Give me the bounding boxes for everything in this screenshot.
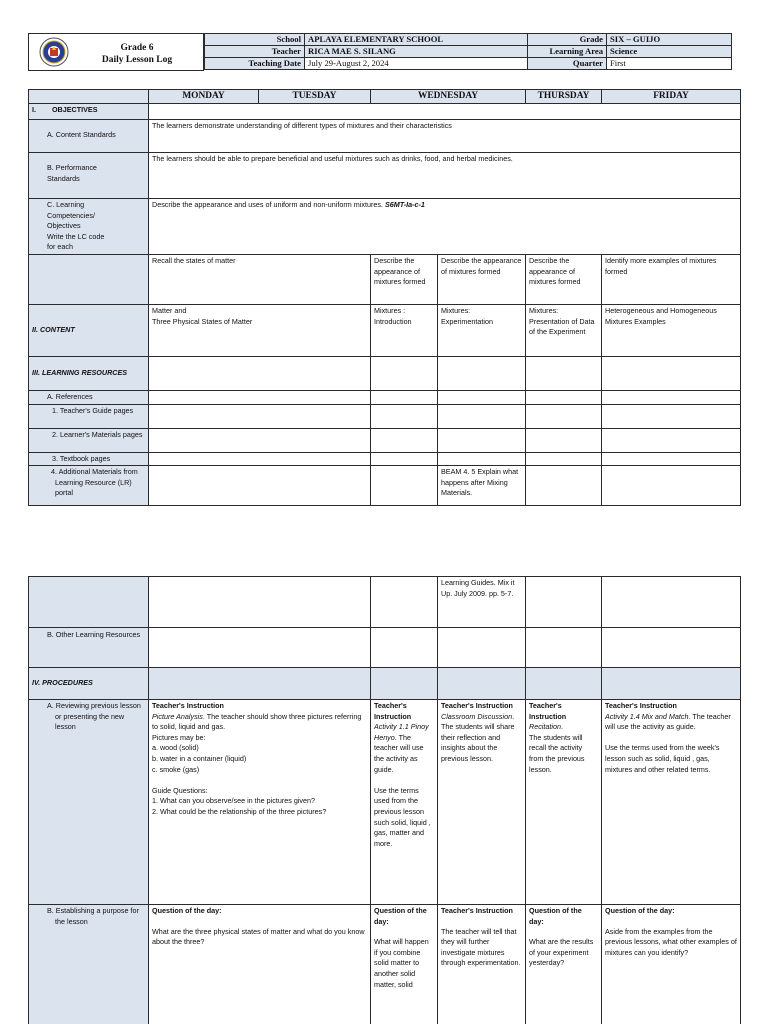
empty-cell [526,466,602,506]
procedures-blank [438,668,526,700]
day-header-friday: FRIDAY [602,90,741,104]
empty-cell [438,452,526,466]
procedure-b-monday-text: What are the three physical states of matter and what do you know about the three? [152,926,365,947]
empty-cell [149,577,371,628]
teacher-instruction-heading: Teacher's Instruction [374,701,412,721]
procedure-a-label: A. Reviewing previous lesson or presenting the new lesson [29,700,149,905]
day-header-monday: MONDAY [149,90,259,103]
lesson-log-table [28,89,741,506]
procedure-b-wednesday-text: The teacher will tell that they will further investigate mixtures through experimentation. [441,926,521,968]
procedures-blank [602,668,741,700]
competencies-label: C. Learning Competencies/ Objectives Write the LC code for each [29,199,149,255]
empty-cell [149,466,371,506]
objective-thursday: Describe the appearance of mixtures formed [526,255,602,305]
content-wednesday: Mixtures: Experimentation [438,305,526,357]
empty-cell [526,452,602,466]
activity-text: . The teacher should show three pictures referring to solid, liquid and gas. Pictures may be: a. wood (solid) b. water in a container (liquid) c. smoke (gas) Guide Questions: 1. What can you observe/see in the pictures given? 2. What could be the relationship of the three pictures? [152,711,362,816]
procedure-b-tuesday-text: What will happen if you combine solid matter to another solid matter, solid [374,937,429,989]
empty-cell [602,357,741,391]
performance-standards-label: B. Performance Standards [29,153,149,199]
teacher-value: RICA MAE S. SILANG [305,46,528,58]
procedure-a-wednesday-text [441,712,522,765]
objectives-day-label [29,255,149,305]
additional-materials-wednesday: BEAM 4. 5 Explain what happens after Mixing Materials. [438,466,526,506]
empty-cell [526,391,602,405]
procedure-b-thursday-text: What are the results of your experiment yesterday? [529,937,594,968]
performance-standards-text: The learners should be able to prepare beneficial and useful mixtures such as drinks, food, and herbal medicines. [149,153,741,199]
activity-text: . The teacher will use the activity as guide. Use the terms used from the week's lesson such as solid, liquid , gas, mixtures and other related terms. [605,711,731,774]
content-monday: Matter and Three Physical States of Matter [149,305,371,357]
header-info-table [204,33,732,70]
empty-cell [602,428,741,452]
empty-cell [438,391,526,405]
empty-cell [602,452,741,466]
additional-materials-label: 4. Additional Materials from Learning Resource (LR) portal [29,466,149,506]
question-of-day-heading: Question of the day: [529,906,582,926]
question-of-day-heading: Question of the day: [374,906,427,926]
objective-friday: Identify more examples of mixtures formed [602,255,741,305]
empty-cell [371,452,438,466]
objective-monday: Recall the states of matter [149,255,371,305]
day-header-thursday: THURSDAY [526,90,602,104]
activity-title: Activity 1.4 Mix and Match [605,711,689,721]
empty-cell [149,391,371,405]
empty-cell [149,628,371,668]
procedure-b-wednesday [438,905,526,1024]
learners-materials-label: 2. Learner's Materials pages [29,428,149,452]
procedure-a-tuesday-text [374,722,434,849]
corner-cell [29,90,149,104]
grade-value: SIX – GUIJO [607,34,732,46]
procedure-a-friday [602,700,741,905]
procedures-blank [371,668,438,700]
learning-area-value: Science [607,46,732,58]
competencies-cell [149,199,741,255]
teacher-instruction-heading: Teacher's Instruction [152,701,224,710]
content-standards-label: A. Content Standards [29,120,149,153]
teachers-guide-label: 1. Teacher's Guide pages [29,404,149,428]
activity-title: Picture Analysis [152,711,203,721]
empty-cell [526,357,602,391]
activity-text: . The teacher will use the activity as guide. Use the terms used from the previous lesson such solid, liquid , gas, matter and more. [374,732,431,848]
empty-cell [371,391,438,405]
teaching-date-value: July 29-August 2, 2024 [305,58,528,70]
teacher-instruction-heading: Teacher's Instruction [605,701,677,710]
procedure-b-thursday [526,905,602,1024]
procedure-b-tuesday [371,905,438,1024]
content-thursday: Mixtures: Presentation of Data of the Experiment [526,305,602,357]
textbook-pages-label: 3. Textbook pages [29,452,149,466]
teacher-instruction-heading: Teacher's Instruction [441,906,513,915]
procedure-b-monday [149,905,371,1024]
competencies-code: S6MT-Ia-c-1 [384,200,425,209]
header-logo-box [28,33,204,71]
activity-title: Recitation [529,722,561,732]
empty-cell [438,404,526,428]
content-tuesday: Mixtures : Introduction [371,305,438,357]
empty-cell [602,628,741,668]
teacher-instruction-heading: Teacher's Instruction [441,701,513,710]
content-standards-text: The learners demonstrate understanding of different types of mixtures and their characteristics [149,120,741,153]
procedure-a-friday-text [605,712,737,776]
procedure-a-monday [149,700,371,905]
question-of-day-heading: Question of the day: [605,906,675,915]
deped-seal-icon [39,37,69,67]
learning-resources-heading: III. LEARNING RESOURCES [29,357,149,391]
procedure-b-friday [602,905,741,1024]
activity-title: Classroom Discussion [441,711,513,721]
empty-cell [526,404,602,428]
empty-cell [371,577,438,628]
procedure-a-tuesday [371,700,438,905]
empty-cell [602,404,741,428]
quarter-label: Quarter [528,58,607,70]
additional-materials-wednesday-cont: Learning Guides. Mix it Up. July 2009. pp. 5-7. [438,577,526,628]
competencies-text: Describe the appearance and uses of uniform and non-uniform mixtures. [152,200,383,209]
empty-cell [438,628,526,668]
doc-title-dll: Daily Lesson Log [101,55,173,65]
teacher-label: Teacher [205,46,305,58]
grade-label: Grade [528,34,607,46]
procedure-a-thursday [526,700,602,905]
objectives-heading: I. OBJECTIVES [29,104,149,120]
activity-title: Activity 1.1 Pinoy Henyo [374,722,429,742]
additional-materials-cont-label [29,577,149,628]
school-label: School [205,34,305,46]
objective-tuesday: Describe the appearance of mixtures formed [371,255,438,305]
objectives-blank [149,104,741,120]
procedure-b-friday-text: Aside from the examples from the previous lessons, what other examples of mixtures can you identify? [605,926,737,957]
empty-cell [371,466,438,506]
procedure-a-monday-text [152,712,367,818]
question-of-day-heading: Question of the day: [152,906,222,915]
procedures-blank [526,668,602,700]
quarter-value: First [607,58,732,70]
empty-cell [149,357,371,391]
references-label: A. References [29,391,149,405]
other-resources-label: B. Other Learning Resources [29,628,149,668]
school-value: APLAYA ELEMENTARY SCHOOL [305,34,528,46]
content-friday: Heterogeneous and Homogeneous Mixtures Examples [602,305,741,357]
learning-area-label: Learning Area [528,46,607,58]
empty-cell [371,628,438,668]
doc-title-grade: Grade 6 [120,43,154,53]
empty-cell [602,466,741,506]
activity-text: . The students will share their reflection and insights about the previous lesson. [441,711,515,763]
day-header-wednesday: WEDNESDAY [371,90,526,104]
empty-cell [371,404,438,428]
teaching-date-label: Teaching Date [205,58,305,70]
empty-cell [371,357,438,391]
empty-cell [149,404,371,428]
procedure-a-wednesday [438,700,526,905]
procedures-blank [149,668,371,700]
lesson-log-table-continued [28,576,741,1024]
procedure-b-label: B. Establishing a purpose for the lesson [29,905,149,1024]
empty-cell [438,428,526,452]
empty-cell [602,577,741,628]
empty-cell [371,428,438,452]
empty-cell [438,357,526,391]
procedure-a-thursday-text [529,722,598,775]
monday-tuesday-header [149,90,371,104]
empty-cell [149,428,371,452]
day-header-tuesday: TUESDAY [292,91,337,101]
content-heading: II. CONTENT [29,305,149,357]
activity-text: . The students will recall the activity from the previous lesson. [529,722,585,774]
empty-cell [526,577,602,628]
empty-cell [526,428,602,452]
procedures-heading: IV. PROCEDURES [29,668,149,700]
teacher-instruction-heading: Teacher's Instruction [529,701,567,721]
objective-wednesday: Describe the appearance of mixtures formed [438,255,526,305]
empty-cell [149,452,371,466]
empty-cell [526,628,602,668]
empty-cell [602,391,741,405]
